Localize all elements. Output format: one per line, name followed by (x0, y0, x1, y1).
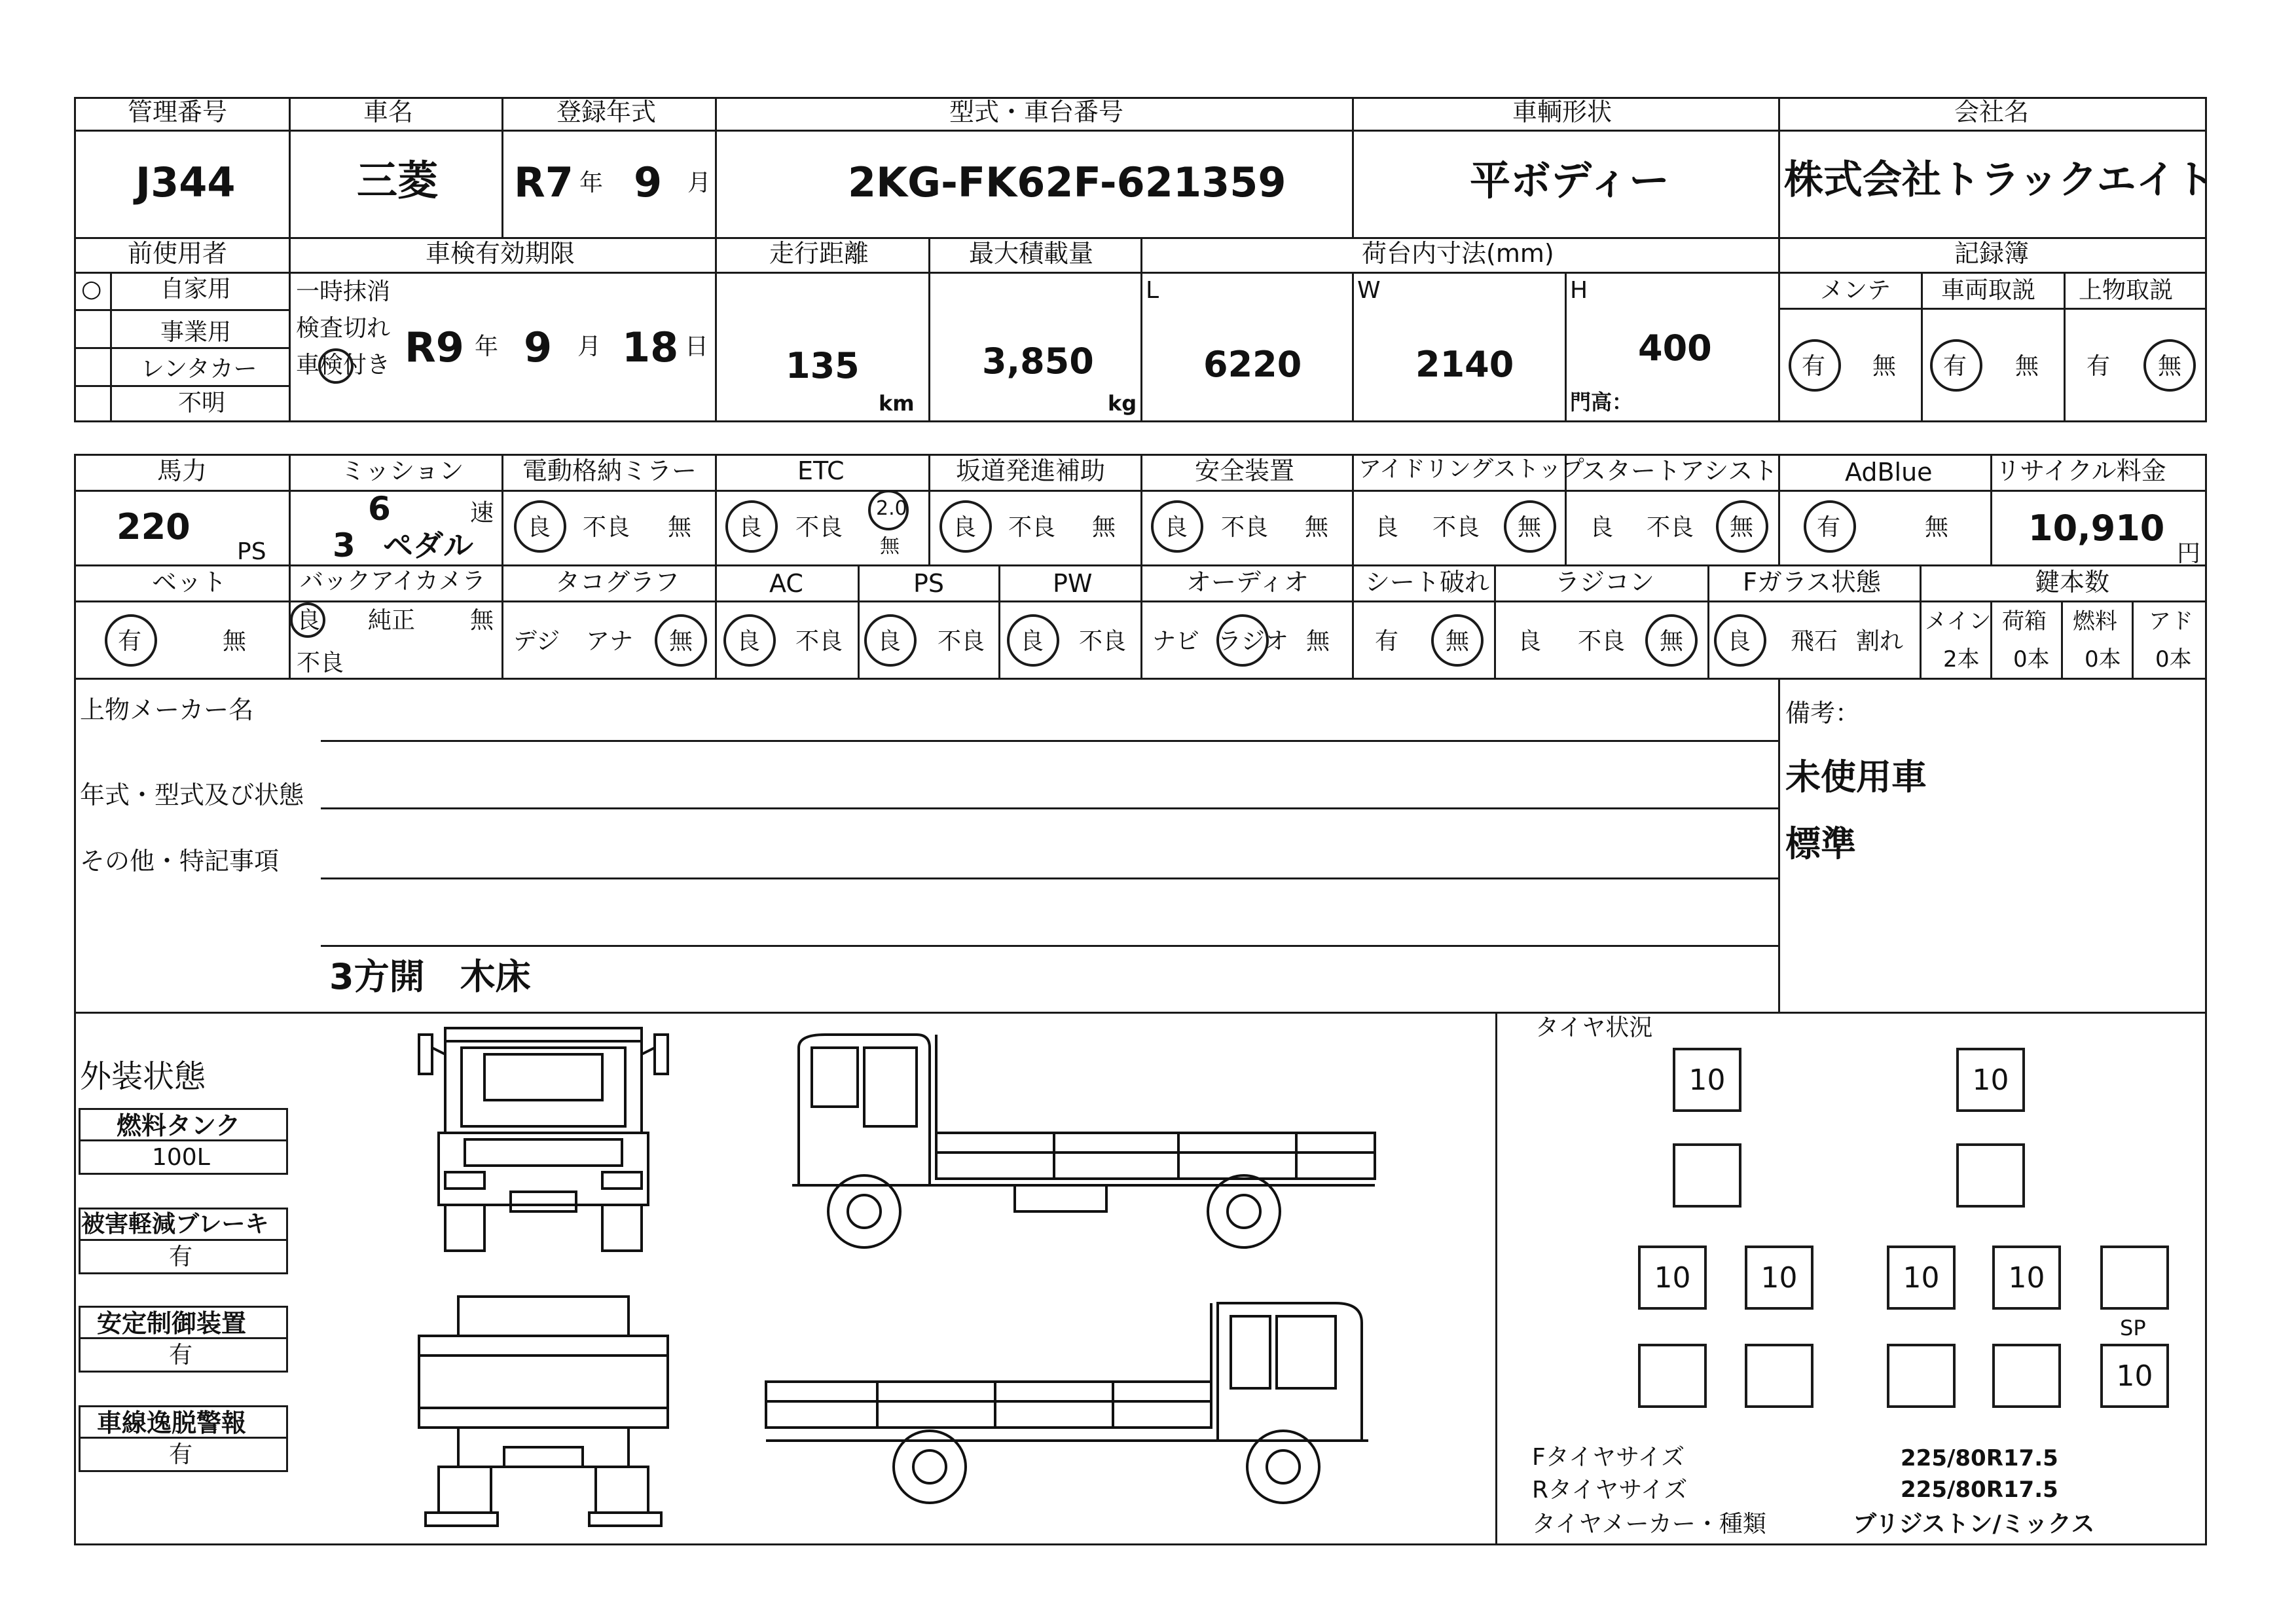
tire-maker-label: タイヤメーカー・種類 (1532, 1511, 1766, 1538)
safety-none: 無 (1305, 514, 1329, 541)
etc-good: 良 (738, 514, 763, 541)
label-start-assist: スタートアシスト (1581, 456, 1778, 485)
horsepower-value: 220 (117, 506, 191, 547)
yen-unit: 円 (2177, 540, 2201, 567)
speed-unit: 速 (470, 500, 494, 526)
label-idling-stop: アイドリングストップ (1358, 456, 1584, 483)
prev-user-unknown: 不明 (178, 390, 226, 416)
remote-good: 良 (1518, 628, 1542, 655)
label-management-no: 管理番号 (128, 98, 228, 126)
col-divider (858, 564, 860, 680)
selected-circle (1716, 500, 1768, 553)
col-divider (1352, 454, 1354, 680)
status-valid-inspection: 車検付き (296, 352, 391, 378)
body-manual-yes: 有 (2086, 353, 2111, 380)
label-mileage: 走行距離 (769, 239, 869, 268)
col-divider (2064, 272, 2066, 422)
safety-good: 良 (1164, 514, 1188, 541)
r-tire-size-label: Rタイヤサイズ (1532, 1477, 1688, 1504)
col-divider (2061, 600, 2063, 680)
status-expired: 検査切れ (296, 315, 391, 342)
col-divider (501, 454, 503, 680)
selected-circle (1789, 339, 1841, 392)
label-other-notes: その他・特記事項 (80, 847, 280, 876)
management-no: J344 (136, 158, 236, 206)
ac-good: 良 (737, 628, 761, 655)
stability-control-label: 安定制御装置 (97, 1309, 247, 1338)
row-divider (74, 347, 289, 349)
truck-side-view-left (773, 1022, 1388, 1257)
row-divider (74, 1012, 2207, 1014)
label-pw: PW (1053, 569, 1093, 598)
mirror-good: 良 (527, 514, 551, 541)
row-divider (1778, 308, 2207, 310)
maint-no: 無 (1872, 353, 1897, 380)
col-divider (1920, 564, 1922, 680)
pw-good: 良 (1020, 628, 1044, 655)
tacho-analog: アナ (586, 628, 634, 655)
inspection-month: 9 (524, 323, 553, 371)
label-mission: ミッション (340, 456, 464, 485)
maint-yes: 有 (1802, 353, 1826, 380)
selected-circle (2143, 339, 2196, 392)
status-temp-deregistered: 一時抹消 (296, 278, 391, 305)
company-name: 株式会社トラックエイト (1784, 157, 2215, 203)
tire-front-left-empty (1673, 1143, 1741, 1208)
col-divider (289, 97, 291, 237)
gate-height-label: 門高： (1570, 390, 1633, 415)
spare-label: SP (2120, 1316, 2146, 1340)
glass-chip: 飛石 (1791, 628, 1838, 655)
hp-unit: PS (237, 538, 266, 565)
mission-speed: 6 (368, 490, 391, 528)
mirror-bad: 不良 (583, 514, 630, 541)
selected-circle (105, 614, 157, 667)
r-tire-size: 225/80R17.5 (1901, 1477, 2058, 1503)
label-remote: ラジコン (1555, 568, 1655, 597)
camera-good: 良 (297, 607, 321, 634)
label-record-book: 記録簿 (1954, 239, 2030, 268)
label-recycle-fee: リサイクル料金 (1995, 456, 2166, 485)
label-max-load: 最大積載量 (969, 239, 1094, 268)
prev-user-business: 事業用 (160, 319, 232, 346)
label-body-maker: 上物メーカー名 (80, 695, 254, 724)
dim-width: 2140 (1415, 344, 1514, 385)
idling-bad: 不良 (1432, 514, 1480, 541)
model-chassis-no: 2KG-FK62F-621359 (848, 158, 1286, 206)
collision-brake-value: 有 (169, 1244, 193, 1270)
col-divider (715, 237, 717, 422)
ps-bad: 不良 (938, 628, 985, 655)
row-divider (74, 130, 2207, 132)
mirror-none: 無 (668, 514, 692, 541)
dim-h-label: H (1570, 277, 1588, 304)
remote-none: 無 (1660, 628, 1684, 655)
label-model-chassis: 型式・車台番号 (949, 98, 1124, 126)
prev-user-mark: ○ (81, 276, 102, 303)
label-keys: 鍵本数 (2035, 568, 2110, 597)
label-maintenance: メンテ (1820, 277, 1891, 304)
selected-circle (1714, 614, 1766, 667)
dim-l-label: L (1146, 277, 1159, 304)
key-adblue-count: 0本 (2155, 646, 2192, 673)
selected-circle (318, 348, 354, 384)
tire-title: タイヤ状況 (1535, 1014, 1653, 1041)
key-main-count: 2本 (1943, 646, 1980, 673)
label-bed-dimensions: 荷台内寸法(mm) (1362, 239, 1554, 268)
label-vehicle-manual: 車両取説 (1941, 277, 2036, 304)
label-maker: 車名 (363, 98, 414, 126)
selected-circle (290, 602, 325, 638)
col-divider (289, 454, 291, 680)
label-safety: 安全装置 (1195, 456, 1295, 485)
f-tire-size-label: Fタイヤサイズ (1532, 1444, 1685, 1471)
label-body-year: 年式・型式及び状態 (80, 781, 304, 809)
key-fuel-count: 0本 (2085, 646, 2121, 673)
label-body-shape: 車輌形状 (1512, 98, 1613, 126)
tacho-none: 無 (669, 628, 693, 655)
manual-no: 無 (2015, 353, 2039, 380)
pedal-count: 3 (333, 526, 355, 564)
truck-side-view-right (759, 1290, 1388, 1519)
tire-rear-empty (1745, 1344, 1813, 1408)
assist-none: 無 (1730, 514, 1754, 541)
key-cargo-count: 0本 (2013, 646, 2050, 673)
glass-crack: 割れ (1856, 628, 1904, 655)
camera-none: 無 (470, 607, 494, 634)
seat-no: 無 (1446, 628, 1470, 655)
label-adblue: AdBlue (1845, 458, 1933, 487)
tire-maker: ブリジストン/ミックス (1853, 1511, 2095, 1538)
exterior-title: 外装状態 (80, 1058, 206, 1095)
dim-height: 400 (1638, 327, 1712, 369)
bed-no: 無 (223, 628, 247, 655)
label-prev-user: 前使用者 (128, 239, 228, 268)
label-company: 会社名 (1954, 98, 2030, 126)
prev-user-private: 自家用 (160, 276, 232, 303)
year-unit: 年 (579, 170, 604, 196)
safety-bad: 不良 (1221, 514, 1269, 541)
label-horsepower: 馬力 (157, 456, 208, 485)
selected-circle (1504, 500, 1556, 553)
label-reg-year: 登録年式 (556, 98, 657, 126)
write-line (321, 740, 1778, 742)
key-cargo-label: 荷箱 (2002, 608, 2047, 635)
seat-yes: 有 (1375, 628, 1399, 655)
selected-circle (1216, 614, 1269, 667)
tire-rear-empty (1992, 1344, 2061, 1408)
fuel-tank-value: 100L (152, 1144, 210, 1171)
col-divider (1990, 454, 1992, 564)
col-divider (1140, 237, 1142, 422)
tire-rear-inner-left: 10 (1745, 1246, 1813, 1310)
col-divider (715, 454, 717, 680)
etc-none: 無 (880, 535, 900, 558)
stability-control-value: 有 (169, 1342, 193, 1369)
label-tachograph: タコグラフ (555, 568, 680, 597)
tire-rear-inner-right: 10 (1887, 1246, 1956, 1310)
col-divider (501, 97, 503, 237)
label-windshield: Fガラス状態 (1743, 568, 1881, 597)
tire-spare: 10 (2100, 1344, 2169, 1408)
selected-circle (1151, 500, 1203, 553)
tire-rear-outer-right: 10 (1992, 1246, 2061, 1310)
col-divider (1778, 97, 1780, 422)
pw-bad: 不良 (1079, 628, 1127, 655)
tire-extra-empty (2100, 1246, 2169, 1310)
row-divider (79, 1239, 288, 1241)
ac-bad: 不良 (795, 628, 843, 655)
selected-circle (939, 500, 992, 553)
truck-front-view (406, 1008, 681, 1257)
recycle-fee-value: 10,910 (2028, 507, 2165, 549)
prev-user-rental: レンタカー (141, 356, 257, 382)
tire-front-right-empty (1956, 1143, 2025, 1208)
selected-circle (723, 614, 776, 667)
col-divider (1921, 272, 1923, 422)
label-ac: AC (769, 569, 803, 598)
audio-radio: ラジオ (1218, 628, 1289, 655)
etc-bad: 不良 (795, 514, 843, 541)
selected-circle (1804, 500, 1856, 553)
ps-good: 良 (877, 628, 902, 655)
col-divider (928, 454, 930, 564)
col-divider (1778, 454, 1780, 564)
tacho-digital: デジ (513, 628, 560, 655)
row-divider (74, 385, 289, 387)
col-divider (1352, 97, 1354, 237)
collision-brake-label: 被害軽減ブレーキ (81, 1211, 269, 1238)
label-remarks: 備考： (1785, 699, 1861, 728)
hill-bad: 不良 (1008, 514, 1056, 541)
hill-none: 無 (1092, 514, 1116, 541)
month-unit: 月 (687, 170, 712, 196)
camera-bad: 不良 (297, 650, 344, 676)
col-divider (1565, 272, 1567, 422)
load-unit: kg (1108, 391, 1137, 416)
label-seat-tear: シート破れ (1365, 568, 1490, 597)
key-main-label: メイン (1925, 608, 1992, 635)
label-body-manual: 上物取説 (2079, 277, 2174, 304)
label-inspection-expiry: 車検有効期限 (426, 239, 575, 268)
etc-version: 2.0 (876, 497, 907, 520)
dim-w-label: W (1357, 277, 1381, 304)
label-etc: ETC (797, 456, 845, 485)
inspection-era-year: R9 (405, 323, 464, 371)
mileage-unit: km (879, 391, 915, 416)
remarks-unused: 未使用車 (1785, 756, 1927, 798)
col-divider (1494, 564, 1496, 680)
selected-circle (1930, 339, 1982, 392)
selected-circle (514, 500, 566, 553)
inspection-day: 18 (622, 323, 679, 371)
tire-rear-empty (1887, 1344, 1956, 1408)
col-divider (998, 564, 1000, 680)
bed-yes: 有 (118, 628, 142, 655)
max-load-value: 3,850 (982, 341, 1094, 382)
tire-front-right: 10 (1956, 1048, 2025, 1112)
selected-circle (725, 500, 778, 553)
key-fuel-label: 燃料 (2073, 608, 2117, 635)
tire-rear-outer-left: 10 (1638, 1246, 1707, 1310)
label-audio: オーディオ (1186, 568, 1309, 597)
selected-circle (1431, 614, 1484, 667)
maker-name: 三菱 (357, 157, 439, 204)
dim-length: 6220 (1203, 344, 1302, 385)
camera-genuine: 純正 (368, 607, 416, 634)
glass-good: 良 (1727, 628, 1751, 655)
col-divider (1778, 680, 1780, 1014)
audio-none: 無 (1306, 628, 1330, 655)
col-divider (2132, 600, 2134, 680)
reg-era-year: R7 (514, 158, 574, 206)
label-hill-start: 坂道発進補助 (956, 456, 1106, 485)
selected-circle (655, 614, 707, 667)
fuel-tank-label: 燃料タンク (117, 1111, 241, 1140)
write-line (321, 945, 1778, 947)
col-divider (1352, 272, 1354, 422)
key-adblue-label: アド (2149, 608, 2193, 635)
assist-good: 良 (1590, 514, 1614, 541)
manual-yes: 有 (1943, 353, 1967, 380)
month-unit: 月 (577, 333, 602, 360)
adblue-no: 無 (1925, 514, 1949, 541)
day-unit: 日 (685, 333, 709, 360)
col-divider (928, 237, 930, 422)
tire-rear-empty (1638, 1344, 1707, 1408)
label-bed: ベット (152, 568, 227, 597)
body-shape: 平ボディー (1470, 157, 1670, 204)
idling-good: 良 (1375, 514, 1399, 541)
selected-circle (1645, 614, 1698, 667)
row-divider (74, 309, 289, 311)
write-line (321, 807, 1778, 809)
remote-bad: 不良 (1578, 628, 1626, 655)
body-note: 3方開 木床 (329, 956, 531, 997)
lane-departure-value: 有 (169, 1441, 193, 1468)
hill-good: 良 (953, 514, 977, 541)
remarks-standard: 標準 (1785, 823, 1856, 864)
pedal-unit: ペダル (383, 528, 473, 563)
col-divider (1495, 1012, 1497, 1545)
f-tire-size: 225/80R17.5 (1901, 1445, 2058, 1471)
label-power-mirror: 電動格納ミラー (522, 456, 697, 485)
col-divider (1140, 454, 1142, 680)
truck-rear-view (406, 1283, 681, 1532)
col-divider (289, 237, 291, 422)
label-ps: PS (913, 569, 945, 598)
selected-circle (864, 614, 917, 667)
col-divider (715, 97, 717, 237)
label-back-camera: バックアイカメラ (300, 568, 486, 595)
lane-departure-label: 車線逸脱警報 (97, 1409, 247, 1437)
adblue-yes: 有 (1817, 514, 1841, 541)
selected-circle (1007, 614, 1059, 667)
reg-month: 9 (634, 158, 663, 206)
audio-navi: ナビ (1152, 628, 1200, 655)
tire-front-left: 10 (1673, 1048, 1741, 1112)
assist-bad: 不良 (1647, 514, 1694, 541)
write-line (321, 877, 1778, 879)
year-unit: 年 (475, 333, 499, 360)
mileage-value: 135 (786, 345, 860, 386)
selected-circle (868, 490, 909, 530)
idling-none: 無 (1518, 514, 1542, 541)
col-divider (1707, 564, 1709, 680)
body-manual-no: 無 (2158, 353, 2182, 380)
